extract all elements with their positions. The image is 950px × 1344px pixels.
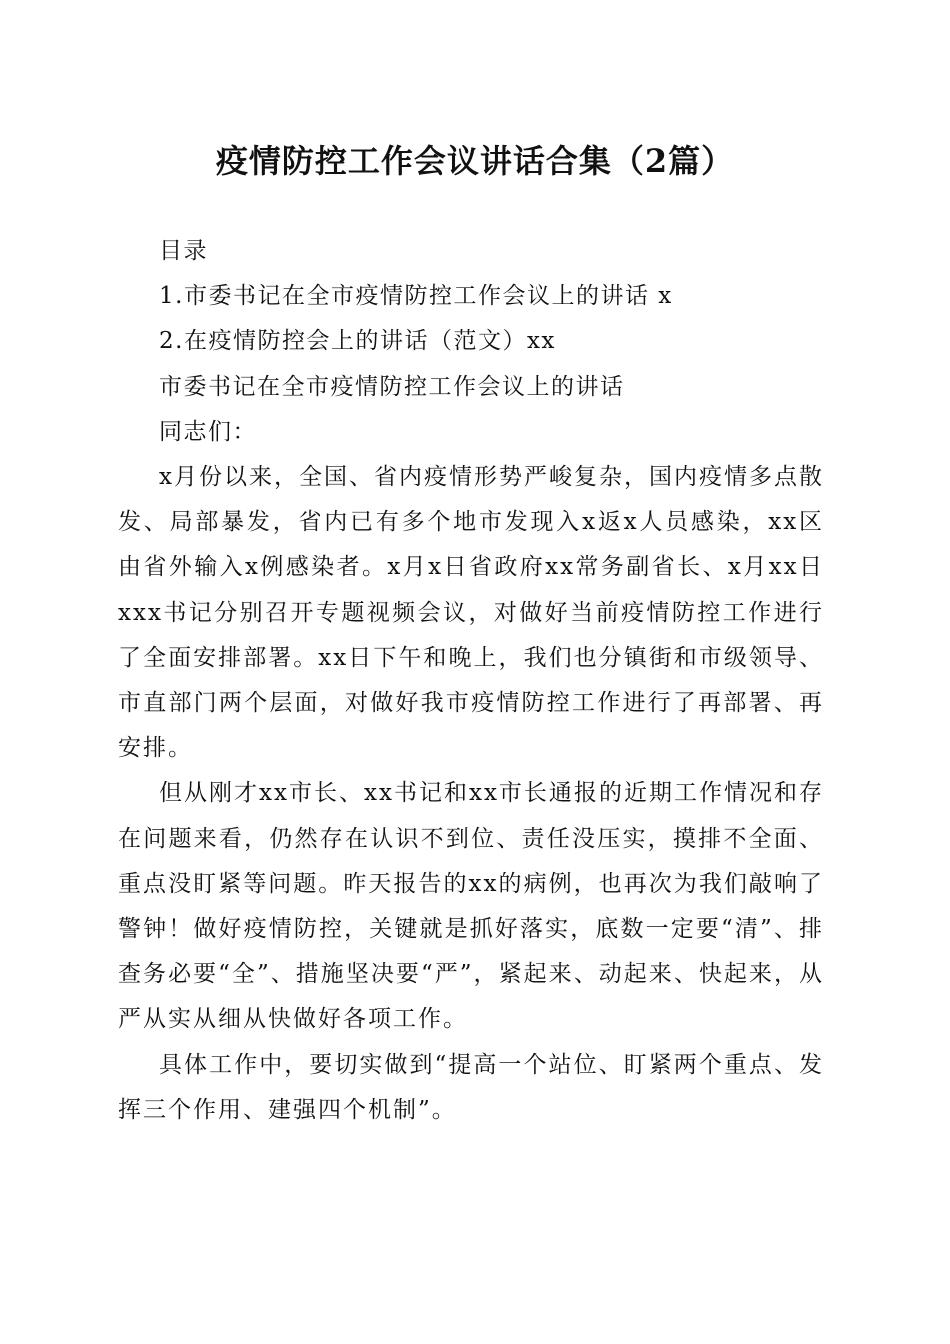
- toc-item-2: 2.在疫情防控会上的讲话（范文）xx: [159, 328, 556, 355]
- body-paragraph-2: 但从刚才xx市长、xx书记和xx市长通报的近期工作情况和存在问题来看，仍然存在认识不到位、责任没压实，摸排不全面、重点没盯紧等问题。昨天报告的xx的病例，也再次为我们敲响了警钟！做好疫情防控，关键就是抓好落实，底数一定要“清”、排查务必要“全”、措施坚决要“严”，紧起来、动起来、快起来，从严从实从细从快做好各项工作。: [118, 780, 824, 1033]
- salutation: 同志们：: [159, 418, 257, 445]
- speech-title: 市委书记在全市疫情防控工作会议上的讲话: [159, 373, 625, 400]
- body-paragraph-1: x月份以来，全国、省内疫情形势严峻复杂，国内疫情多点散发、局部暴发，省内已有多个地市发现入x返x人员感染，xx区由省外输入x例感染者。x月x日省政府xx常务副省长、x月xx日xxx书记分别召开专题视频会议，对做好当前疫情防控工作进行了全面安排部署。xx日下午和晚上，我们也分镇街和市级领导、市直部门两个层面，对做好我市疫情防控工作进行了再部署、再安排。: [118, 464, 824, 762]
- document-title: 疫情防控工作会议讲话合集（2篇）: [215, 142, 735, 180]
- body-paragraph-3: 具体工作中，要切实做到“提高一个站位、盯紧两个重点、发挥三个作用、建强四个机制”。: [118, 1051, 824, 1123]
- document-body: [118, 229, 824, 1133]
- toc-heading: 目录: [159, 238, 208, 264]
- toc-item-1: 1.市委书记在全市疫情防控工作会议上的讲话 x: [159, 283, 673, 310]
